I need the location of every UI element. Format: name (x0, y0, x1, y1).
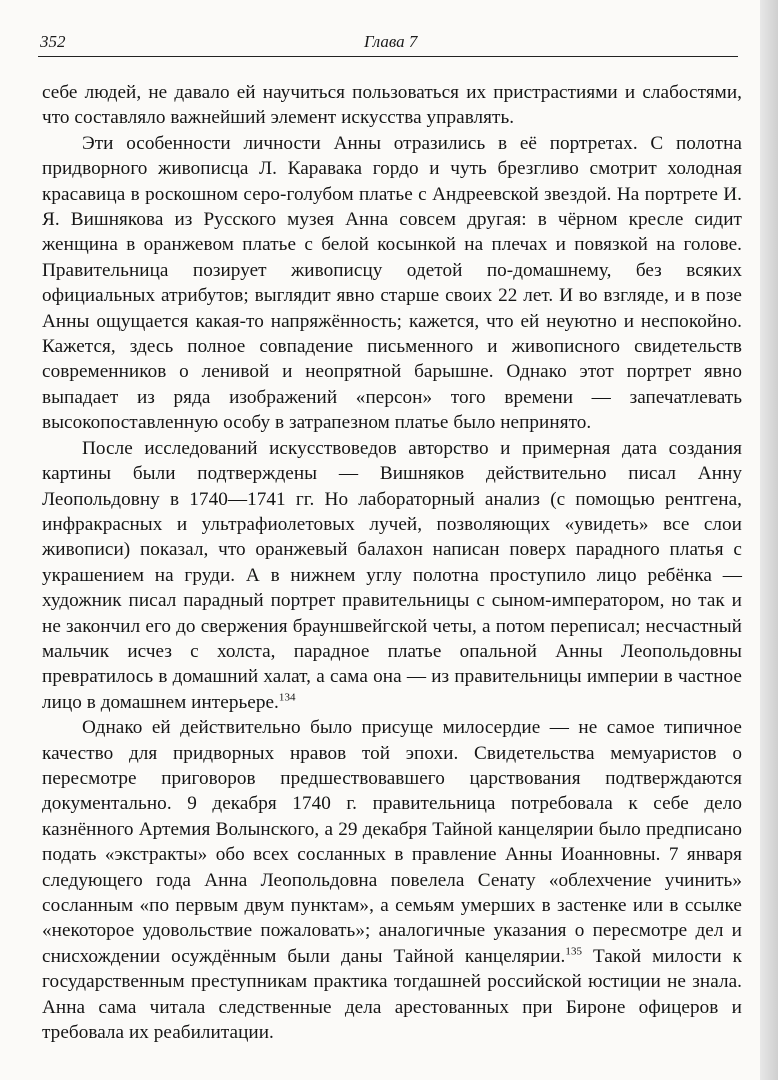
paragraph-text: Эти особенности личности Анны отразились в её портретах. С полотна придворного живописца Л. Каравака гордо и чуть брезгливо смотрит холодная красавица в роскошном серо-голубом платье с Андреевской звездой. На портрете И. Я. Вишнякова из Русского музея Анна совсем другая: в чёрном кресле сидит женщина в оранжевом платье с белой косынкой на плечах и повязкой на голове. Правительница позирует живописцу одетой по-домашнему, без всяких официальных атрибутов; выглядит явно старше своих 22 лет. И во взгляде, и в позе Анны ощущается какая-то напряжённость; кажется, что ей неуютно и неспокойно. Кажется, здесь полное совпадение письменного и живописного свидетельств современников о ленивой и неопрятной барышне. Однако этот портрет явно выпадает из ряда изображений «персон» того времени — запечатлевать высокопоставленную особу в затрапезном платье было непринято. (42, 132, 742, 434)
footnote-ref: 134 (278, 691, 296, 704)
body-text (42, 80, 742, 1045)
page-number: 352 (40, 32, 66, 51)
paragraph (42, 715, 742, 1045)
paragraph-text-tail: Такой милости к государственным преступникам практика тогдашней российской юстиции не знала. Анна сама читала следственные дела арестованных при Бироне офицеров и требовала их реабилитации. (42, 945, 742, 1044)
paragraph (42, 131, 742, 436)
page-edge (760, 0, 778, 1080)
chapter-title: Глава 7 (364, 32, 418, 51)
paragraph (42, 436, 742, 715)
running-header (38, 30, 738, 57)
footnote-ref: 135 (565, 945, 583, 958)
paragraph-text: Однако ей действительно было присуще милосердие — не самое типичное качество для придворных нравов той эпохи. Свидетельства мемуаристов о пересмотре приговоров предшествовавшего царствования подтверждаются документально. 9 декабря 1740 г. правительница потребовала к себе дело казнённого Артемия Волынского, а 29 декабря Тайной канцелярии было предписано подать «экстракты» обо всех сосланных в правление Анны Иоанновны. 7 января следующего года Анна Леопольдовна повелела Сенату «облехчение учинить» сосланным «по первым двум пунктам», а семьям умерших в застенке или в ссылке «некоторое удовольствие пожаловать»; аналогичные указания о пересмотре дел и снисхождении осуждённым были даны Тайной канцелярии. (42, 717, 742, 967)
paragraph-text: себе людей, не давало ей научиться пользоваться их пристрастиями и слабостями, что составляло важнейший элемент искусства управлять. (42, 82, 742, 129)
paragraph-text: После исследований искусствоведов авторство и примерная дата создания картины были подтверждены — Вишняков действительно писал Анну Леопольдовну в 1740—1741 гг. Но лабораторный анализ (с помощью рентгена, инфракрасных и ультрафиолетовых лучей, позволяющих «увидеть» все слои живописи) показал, что оранжевый балахон написан поверх парадного платья с украшением на груди. А в нижнем углу полотна проступило лицо ребёнка — художник писал парадный портрет правительницы с сыном-императором, но так и не закончил его до свержения брауншвейгской четы, а потом переписал; несчастный мальчик исчез с холста, парадное платье опальной Анны Леопольдовны превратилось в домашний халат, а сама она — из правительницы империи в частное лицо в домашнем интерьере. (42, 437, 742, 713)
paragraph (42, 80, 742, 131)
